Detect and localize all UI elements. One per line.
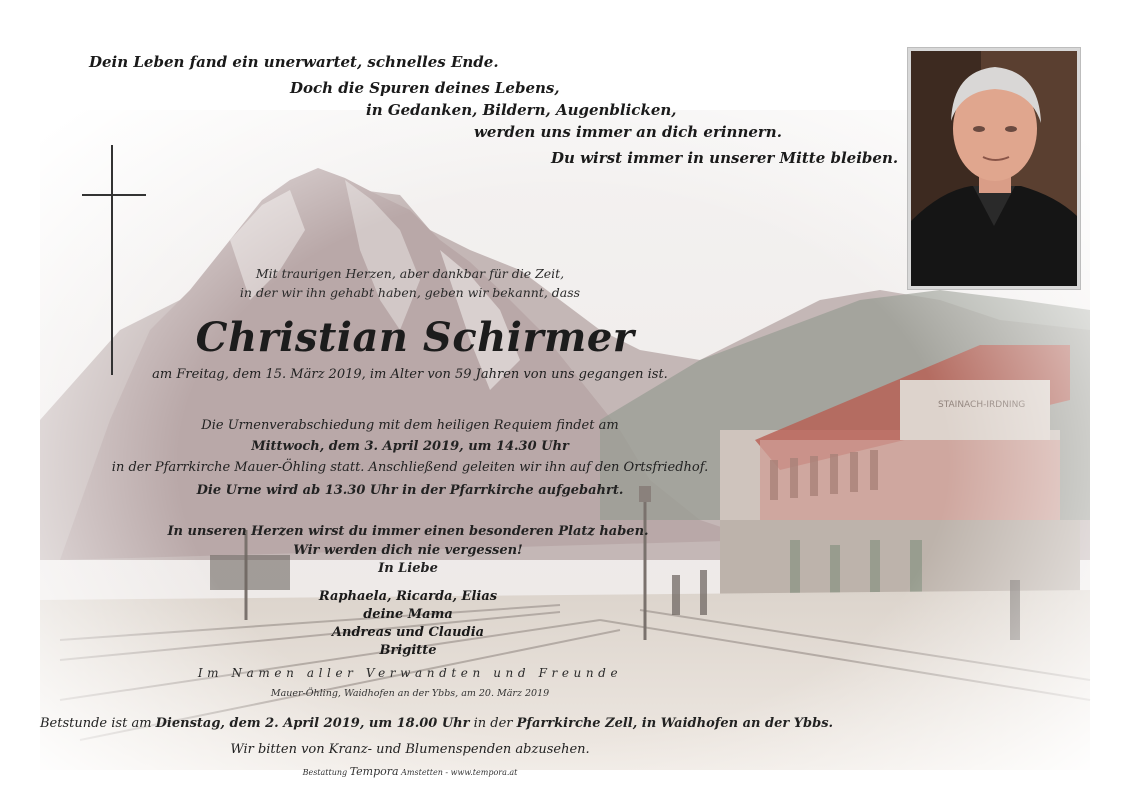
poem-line-2: Doch die Spuren deines Lebens, [290, 79, 560, 97]
place-date: Mauer-Öhling, Waidhofen an der Ybbs, am 20. März 2019 [270, 688, 550, 699]
family-line-2: deine Mama [363, 607, 453, 622]
prayer-date: Dienstag, dem 2. April 2019, um 18.00 Uhr [155, 716, 470, 731]
ceremony-line-1: Die Urnenverabschiedung mit dem heiligen Requiem findet am [201, 418, 619, 433]
prayer-location: Pfarrkirche Zell, in Waidhofen an der Ybbs. [516, 716, 834, 731]
no-flowers-note: Wir bitten von Kranz- und Blumenspenden abzusehen. [230, 742, 590, 757]
death-notice: am Freitag, dem 15. März 2019, im Alter von 59 Jahren von uns gegangen ist. [152, 367, 668, 382]
family-line-3: Andreas und Claudia [331, 625, 485, 640]
portrait-photo [911, 51, 1077, 286]
poem-line-4: werden uns immer an dich erinnern. [474, 123, 782, 141]
footer [220, 765, 600, 778]
prayer-text-1: Betstunde ist am [40, 716, 156, 731]
poem-line-1: Dein Leben fand ein unerwartet, schnelles Ende. [89, 53, 499, 71]
relatives-line: Im Namen aller Verwandten und Freunde [197, 666, 623, 680]
farewell-line-2: Wir werden dich nie vergessen! [293, 543, 523, 558]
portrait-photo-frame [907, 47, 1081, 290]
ceremony-date: Mittwoch, dem 3. April 2019, um 14.30 Uhr [251, 439, 569, 454]
footer-post: Amstetten - www.tempora.at [401, 768, 518, 777]
deceased-name: Christian Schirmer [195, 314, 635, 361]
poem-line-5: Du wirst immer in unserer Mitte bleiben. [551, 149, 899, 167]
footer-pre: Bestattung [302, 768, 348, 777]
intro-line-2: in der wir ihn gehabt haben, geben wir bekannt, dass [239, 285, 581, 300]
urn-display-note: Die Urne wird ab 13.30 Uhr in der Pfarrkirche aufgebahrt. [196, 483, 624, 498]
funeral-home-logo: Tempora [349, 765, 399, 778]
intro-line-1: Mit traurigen Herzen, aber dankbar für die Zeit, [255, 266, 565, 281]
family-line-1: Raphaela, Ricarda, Elias [318, 589, 498, 604]
ceremony-line-3: in der Pfarrkirche Mauer-Öhling statt. Anschließend geleiten wir ihn auf den Ortsfriedhof. [111, 460, 709, 475]
poem-line-3: in Gedanken, Bildern, Augenblicken, [366, 101, 677, 119]
farewell-line-3: In Liebe [378, 561, 438, 576]
prayer-text-2: in der [469, 716, 517, 731]
family-line-4: Brigitte [379, 643, 437, 658]
farewell-line-1: In unseren Herzen wirst du immer einen besonderen Platz haben. [167, 524, 649, 539]
prayer-hour [40, 716, 834, 731]
